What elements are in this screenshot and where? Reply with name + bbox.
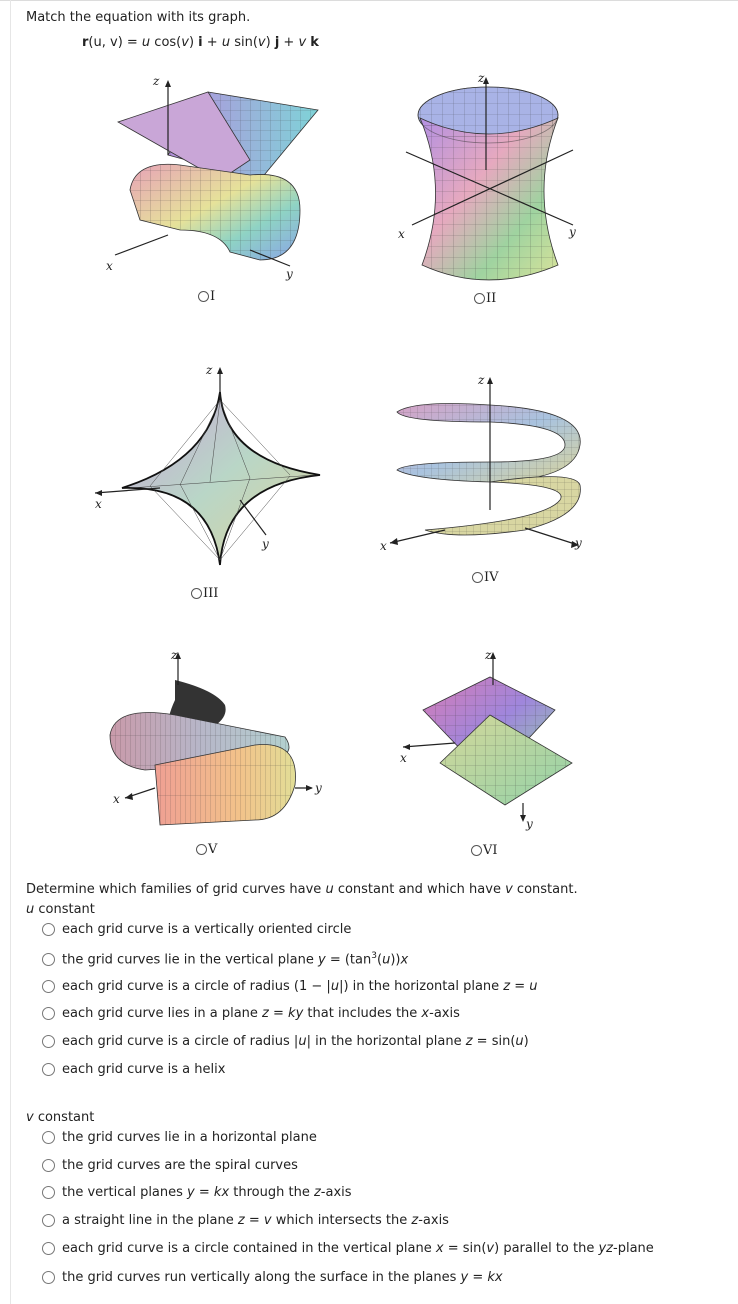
z-axis-label: z — [485, 648, 492, 662]
radio-button[interactable] — [42, 1159, 55, 1172]
graph-choice-I[interactable]: I — [198, 289, 215, 304]
radio-button[interactable] — [42, 1131, 55, 1144]
z-axis-label: z — [206, 363, 213, 377]
radio-button[interactable] — [42, 1035, 55, 1048]
y-axis-label: y — [286, 267, 293, 281]
graph-choice-III[interactable]: III — [191, 586, 218, 601]
prompt-text: Match the equation with its graph. — [26, 10, 251, 25]
graph-choice-IV[interactable]: IV — [472, 570, 499, 585]
graph-III — [90, 360, 330, 585]
x-axis-label: x — [400, 751, 407, 765]
v-option-3[interactable]: the vertical planes y = kx through the z-axis — [42, 1185, 352, 1200]
y-axis-label: y — [575, 536, 582, 550]
u-option-1[interactable]: each grid curve is a vertically oriented circle — [42, 922, 351, 937]
equation: r(u, v) = u cos(v) i + u sin(v) j + v k — [82, 35, 319, 50]
radio-button[interactable] — [198, 291, 209, 302]
graph-choice-II[interactable]: II — [474, 291, 496, 306]
radio-button[interactable] — [471, 845, 482, 856]
top-border — [0, 0, 738, 1]
radio-button[interactable] — [42, 1007, 55, 1020]
y-axis-label: y — [569, 225, 576, 239]
y-axis-label: y — [526, 817, 533, 831]
x-axis-label: x — [106, 259, 113, 273]
u-option-3[interactable]: each grid curve is a circle of radius (1 − |u|) in the horizontal plane z = u — [42, 979, 538, 994]
v-option-2[interactable]: the grid curves are the spiral curves — [42, 1158, 298, 1173]
u-option-2[interactable]: the grid curves lie in the vertical plane $y = (\tan^3(u))x$ — [42, 951, 408, 967]
z-axis-label: z — [478, 71, 485, 85]
u-option-6[interactable]: each grid curve is a helix — [42, 1062, 225, 1077]
u-option-4[interactable]: each grid curve lies in a plane z = ky that includes the x-axis — [42, 1006, 460, 1021]
left-border — [10, 0, 11, 1304]
graph-VI — [395, 645, 590, 835]
z-axis-label: z — [478, 373, 485, 387]
radio-button[interactable] — [42, 1063, 55, 1076]
x-axis-label: x — [380, 539, 387, 553]
y-axis-label: y — [262, 537, 269, 551]
v-option-6[interactable]: the grid curves run vertically along the surface in the planes y = kx — [42, 1270, 503, 1285]
grid-curves-question: Determine which families of grid curves have u constant and which have v constant. — [26, 882, 578, 897]
radio-button[interactable] — [196, 844, 207, 855]
z-axis-label: z — [171, 648, 178, 662]
u-option-5[interactable]: each grid curve is a circle of radius |u| in the horizontal plane z = sin(u) — [42, 1034, 529, 1049]
x-axis-label: x — [95, 497, 102, 511]
v-option-4[interactable]: a straight line in the plane z = v which intersects the z-axis — [42, 1213, 449, 1228]
graph-V — [105, 645, 330, 830]
v-option-1[interactable]: the grid curves lie in a horizontal plane — [42, 1130, 317, 1145]
radio-button[interactable] — [42, 953, 55, 966]
graph-II — [398, 70, 588, 285]
graph-choice-VI[interactable]: VI — [471, 843, 498, 858]
v-option-5[interactable]: each grid curve is a circle contained in the vertical plane x = sin(v) parallel to the yz-plane — [42, 1241, 654, 1256]
graph-I — [100, 70, 330, 285]
radio-button[interactable] — [191, 588, 202, 599]
u-constant-heading: u constant — [26, 902, 95, 917]
radio-button[interactable] — [42, 980, 55, 993]
v-constant-heading: v constant — [26, 1110, 95, 1125]
graph-IV — [375, 370, 590, 555]
graph-choice-V[interactable]: V — [196, 842, 217, 857]
y-axis-label: y — [315, 781, 322, 795]
radio-button[interactable] — [42, 1242, 55, 1255]
radio-button[interactable] — [472, 572, 483, 583]
radio-button[interactable] — [42, 1186, 55, 1199]
radio-button[interactable] — [42, 1214, 55, 1227]
x-axis-label: x — [113, 792, 120, 806]
radio-button[interactable] — [42, 923, 55, 936]
radio-button[interactable] — [42, 1271, 55, 1284]
radio-button[interactable] — [474, 293, 485, 304]
z-axis-label: z — [153, 74, 160, 88]
x-axis-label: x — [398, 227, 405, 241]
